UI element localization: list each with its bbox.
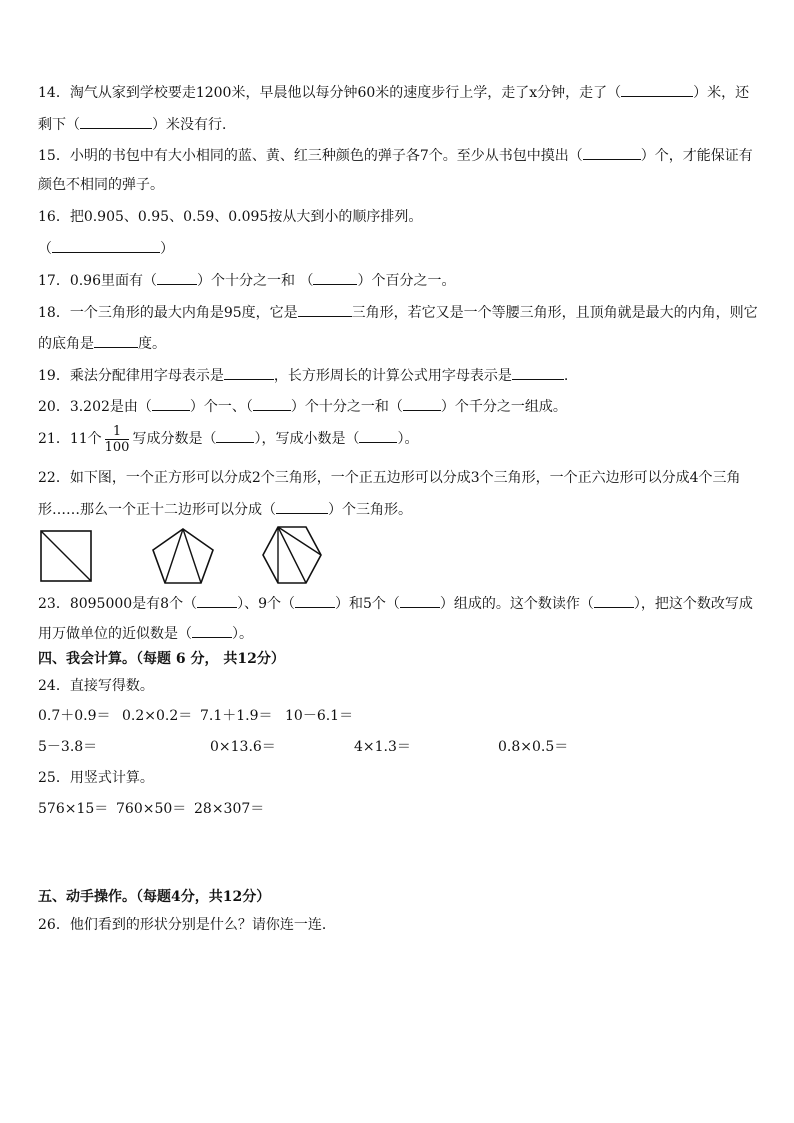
answer-blank[interactable] <box>276 500 328 514</box>
question-22-line-2: 形……那么一个正十二边形可以分成（ ）个三角形。 <box>38 502 412 518</box>
answer-blank[interactable] <box>594 594 634 608</box>
calc-item: 0.7＋0.9＝ <box>38 708 111 724</box>
question-21: 21．11个 $\frac{1}{100}$ 写成分数是（ ），写成小数是（ ）。 <box>38 423 419 455</box>
question-16-line-2: （ ） <box>38 241 174 257</box>
question-15-line-2: 颜色不相同的弹子。 <box>38 177 164 193</box>
question-20: 20．3.202是由（ ）个一、（ ）个十分之一和（ ）个千分之一组成。 <box>38 399 567 415</box>
answer-blank[interactable] <box>621 83 693 97</box>
fraction: $\frac{1}{100}$ <box>104 423 130 455</box>
calc-item: 0.8×0.5＝ <box>498 739 569 755</box>
answer-blank[interactable] <box>298 303 352 317</box>
vertical-calc-item: 760×50＝ <box>116 801 187 817</box>
answer-blank[interactable] <box>512 366 564 380</box>
answer-blank[interactable] <box>400 594 440 608</box>
question-22-line-1: 22．如下图，一个正方形可以分成2个三角形，一个正五边形可以分成3个三角形，一个正六边形可以分成4个三角 <box>38 470 741 486</box>
answer-blank[interactable] <box>157 271 197 285</box>
question-18-line-1: 18．一个三角形的最大内角是95度，它是 三角形，若它又是一个等腰三角形，且顶角就是最大的内角，则它 <box>38 305 758 321</box>
answer-blank[interactable] <box>216 429 254 443</box>
vertical-calc-item: 576×15＝ <box>38 801 109 817</box>
question-17: 17．0.96里面有（ ）个十分之一和 （ ）个百分之一。 <box>38 273 456 289</box>
answer-blank[interactable] <box>253 397 291 411</box>
question-18-line-2: 的底角是 度。 <box>38 336 166 352</box>
question-26: 26．他们看到的形状分别是什么？请你连一连． <box>38 917 336 933</box>
answer-blank[interactable] <box>197 594 237 608</box>
square-divided-figure <box>38 528 94 584</box>
calc-item: 0×13.6＝ <box>210 739 276 755</box>
answer-blank[interactable] <box>224 366 274 380</box>
section-5-heading: 五、动手操作。（每题4分，共12分） <box>38 889 271 905</box>
hexagon-divided-figure <box>260 524 324 586</box>
calc-item: 4×1.3＝ <box>354 739 411 755</box>
question-16-line-1: 16．把0.905、0.95、0.59、0.095按从大到小的顺序排列。 <box>38 209 423 225</box>
question-19: 19．乘法分配律用字母表示是 ，长方形周长的计算公式用字母表示是 . <box>38 368 569 384</box>
question-14-line-1: 14．淘气从家到学校要走1200米，早晨他以每分钟60米的速度步行上学，走了x分钟，走了（ ）米，还 <box>38 85 750 101</box>
question-25-title: 25．用竖式计算。 <box>38 770 154 786</box>
answer-blank[interactable] <box>80 115 152 129</box>
answer-blank[interactable] <box>94 334 138 348</box>
question-23-line-1: 23．8095000是有8个（ ）、9个（ ）和5个（ ）组成的。这个数读作（ ），把这个数改写成 <box>38 596 753 612</box>
answer-blank[interactable] <box>359 429 397 443</box>
question-15-line-1: 15．小明的书包中有大小相同的蓝、黄、红三种颜色的弹子各7个。至少从书包中摸出（ ）个，才能保证有 <box>38 148 753 164</box>
pentagon-divided-figure <box>150 526 216 586</box>
calc-item: 0.2×0.2＝ <box>122 708 193 724</box>
question-14-line-2: 剩下（ ）米没有行． <box>38 117 236 133</box>
question-23-line-2: 用万做单位的近似数是（ ）。 <box>38 626 253 642</box>
answer-blank[interactable] <box>192 624 232 638</box>
calc-item: 5－3.8＝ <box>38 739 98 755</box>
question-24-title: 24．直接写得数。 <box>38 678 154 694</box>
section-4-heading: 四、我会计算。（每题 6 分， 共12分） <box>38 651 285 667</box>
answer-blank[interactable] <box>295 594 335 608</box>
answer-blank[interactable] <box>403 397 441 411</box>
calc-item: 10－6.1＝ <box>285 708 354 724</box>
answer-blank[interactable] <box>52 239 160 253</box>
answer-blank[interactable] <box>152 397 190 411</box>
answer-blank[interactable] <box>313 271 357 285</box>
answer-blank[interactable] <box>583 146 641 160</box>
calc-item: 7.1＋1.9＝ <box>200 708 273 724</box>
vertical-calc-item: 28×307＝ <box>194 801 265 817</box>
